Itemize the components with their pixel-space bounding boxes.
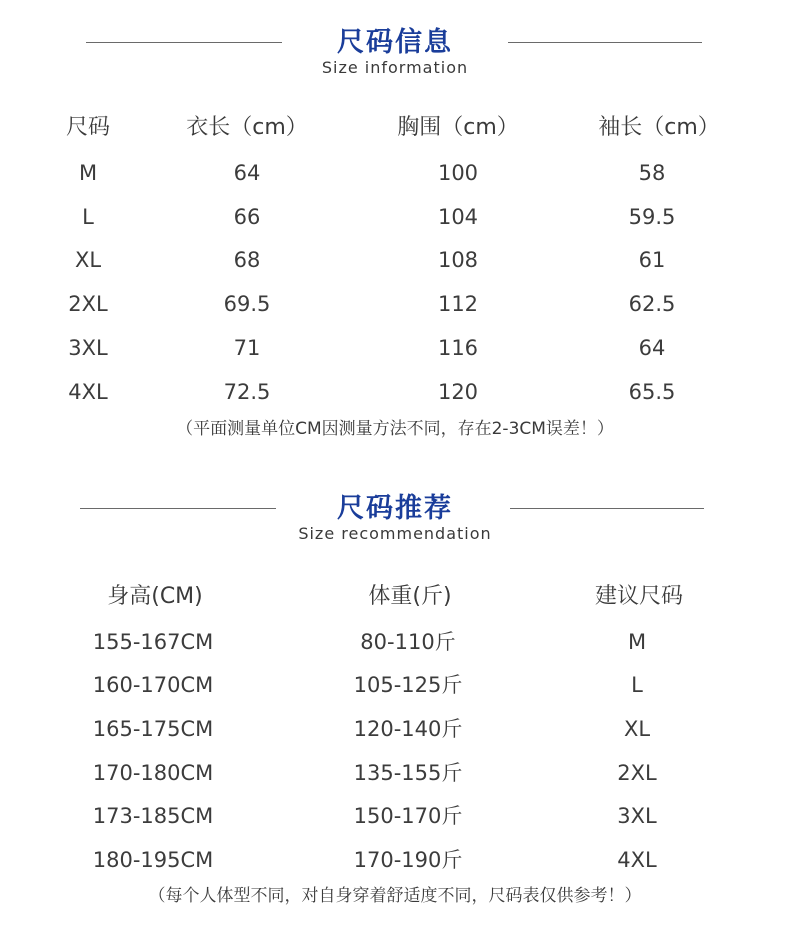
chest-cell: 112 [437,292,479,316]
table-row [0,202,790,232]
chest-cell: 100 [437,161,479,185]
size-cell: 2XL [68,292,108,316]
size-rec-subtitle: Size recommendation [298,524,492,543]
table-row [0,333,790,363]
size-info-header [0,0,790,90]
length-cell: 68 [233,248,261,272]
chest-cell: 116 [437,336,479,360]
length-cell: 69.5 [223,292,271,316]
chest-cell: 104 [437,205,479,229]
size-info-col-chest: 胸围（cm） [397,115,519,140]
table-row [0,714,790,744]
size-cell: 4XL [68,380,108,404]
size-info-col-length: 衣长（cm） [186,115,308,140]
size-info-col-sleeve: 袖长（cm） [598,115,720,140]
table-row [0,670,790,700]
size-cell: XL [74,248,102,272]
size-info-col-size: 尺码 [65,115,110,140]
weight-cell: 105-125斤 [353,673,463,697]
length-cell: 71 [233,336,261,360]
height-cell: 160-170CM [92,673,214,697]
size-rec-header [0,478,790,558]
table-row [0,158,790,188]
height-cell: 170-180CM [92,761,214,785]
recommended-size-cell: 3XL [617,804,657,828]
table-row [0,245,790,275]
size-rec-header-row [0,582,790,612]
size-cell: M [78,161,98,185]
height-cell: 180-195CM [92,848,214,872]
recommended-size-cell: L [631,673,643,697]
chest-cell: 108 [437,248,479,272]
size-rec-col-height: 身高(CM) [107,584,203,609]
size-cell: L [82,205,94,229]
length-cell: 64 [233,161,261,185]
weight-cell: 80-110斤 [360,630,456,654]
table-row [0,758,790,788]
table-row [0,845,790,875]
size-rec-note: （每个人体型不同，对自身穿着舒适度不同，尺码表仅供参考！） [148,886,642,906]
table-row [0,801,790,831]
recommended-size-cell: M [627,630,647,654]
size-info-note: （平面测量单位CM因测量方法不同，存在2-3CM误差！） [176,419,614,439]
size-cell: 3XL [68,336,108,360]
recommended-size-cell: XL [623,717,651,741]
height-cell: 173-185CM [92,804,214,828]
table-row [0,377,790,407]
recommended-size-cell: 2XL [617,761,657,785]
size-rec-col-weight: 体重(斤) [368,584,452,609]
recommended-size-cell: 4XL [617,848,657,872]
weight-cell: 170-190斤 [353,848,463,872]
size-info-header-row [0,113,790,143]
height-cell: 155-167CM [92,630,214,654]
sleeve-cell: 59.5 [628,205,676,229]
chest-cell: 120 [437,380,479,404]
weight-cell: 120-140斤 [353,717,463,741]
size-info-title: 尺码信息 [337,27,453,58]
size-rec-col-size: 建议尺码 [594,584,683,609]
size-info-subtitle: Size information [321,58,469,77]
length-cell: 66 [233,205,261,229]
sleeve-cell: 58 [638,161,666,185]
length-cell: 72.5 [223,380,271,404]
sleeve-cell: 64 [638,336,666,360]
weight-cell: 135-155斤 [353,761,463,785]
sleeve-cell: 65.5 [628,380,676,404]
table-row [0,627,790,657]
sleeve-cell: 62.5 [628,292,676,316]
weight-cell: 150-170斤 [353,804,463,828]
sleeve-cell: 61 [638,248,666,272]
height-cell: 165-175CM [92,717,214,741]
table-row [0,289,790,319]
size-rec-title: 尺码推荐 [337,493,453,524]
